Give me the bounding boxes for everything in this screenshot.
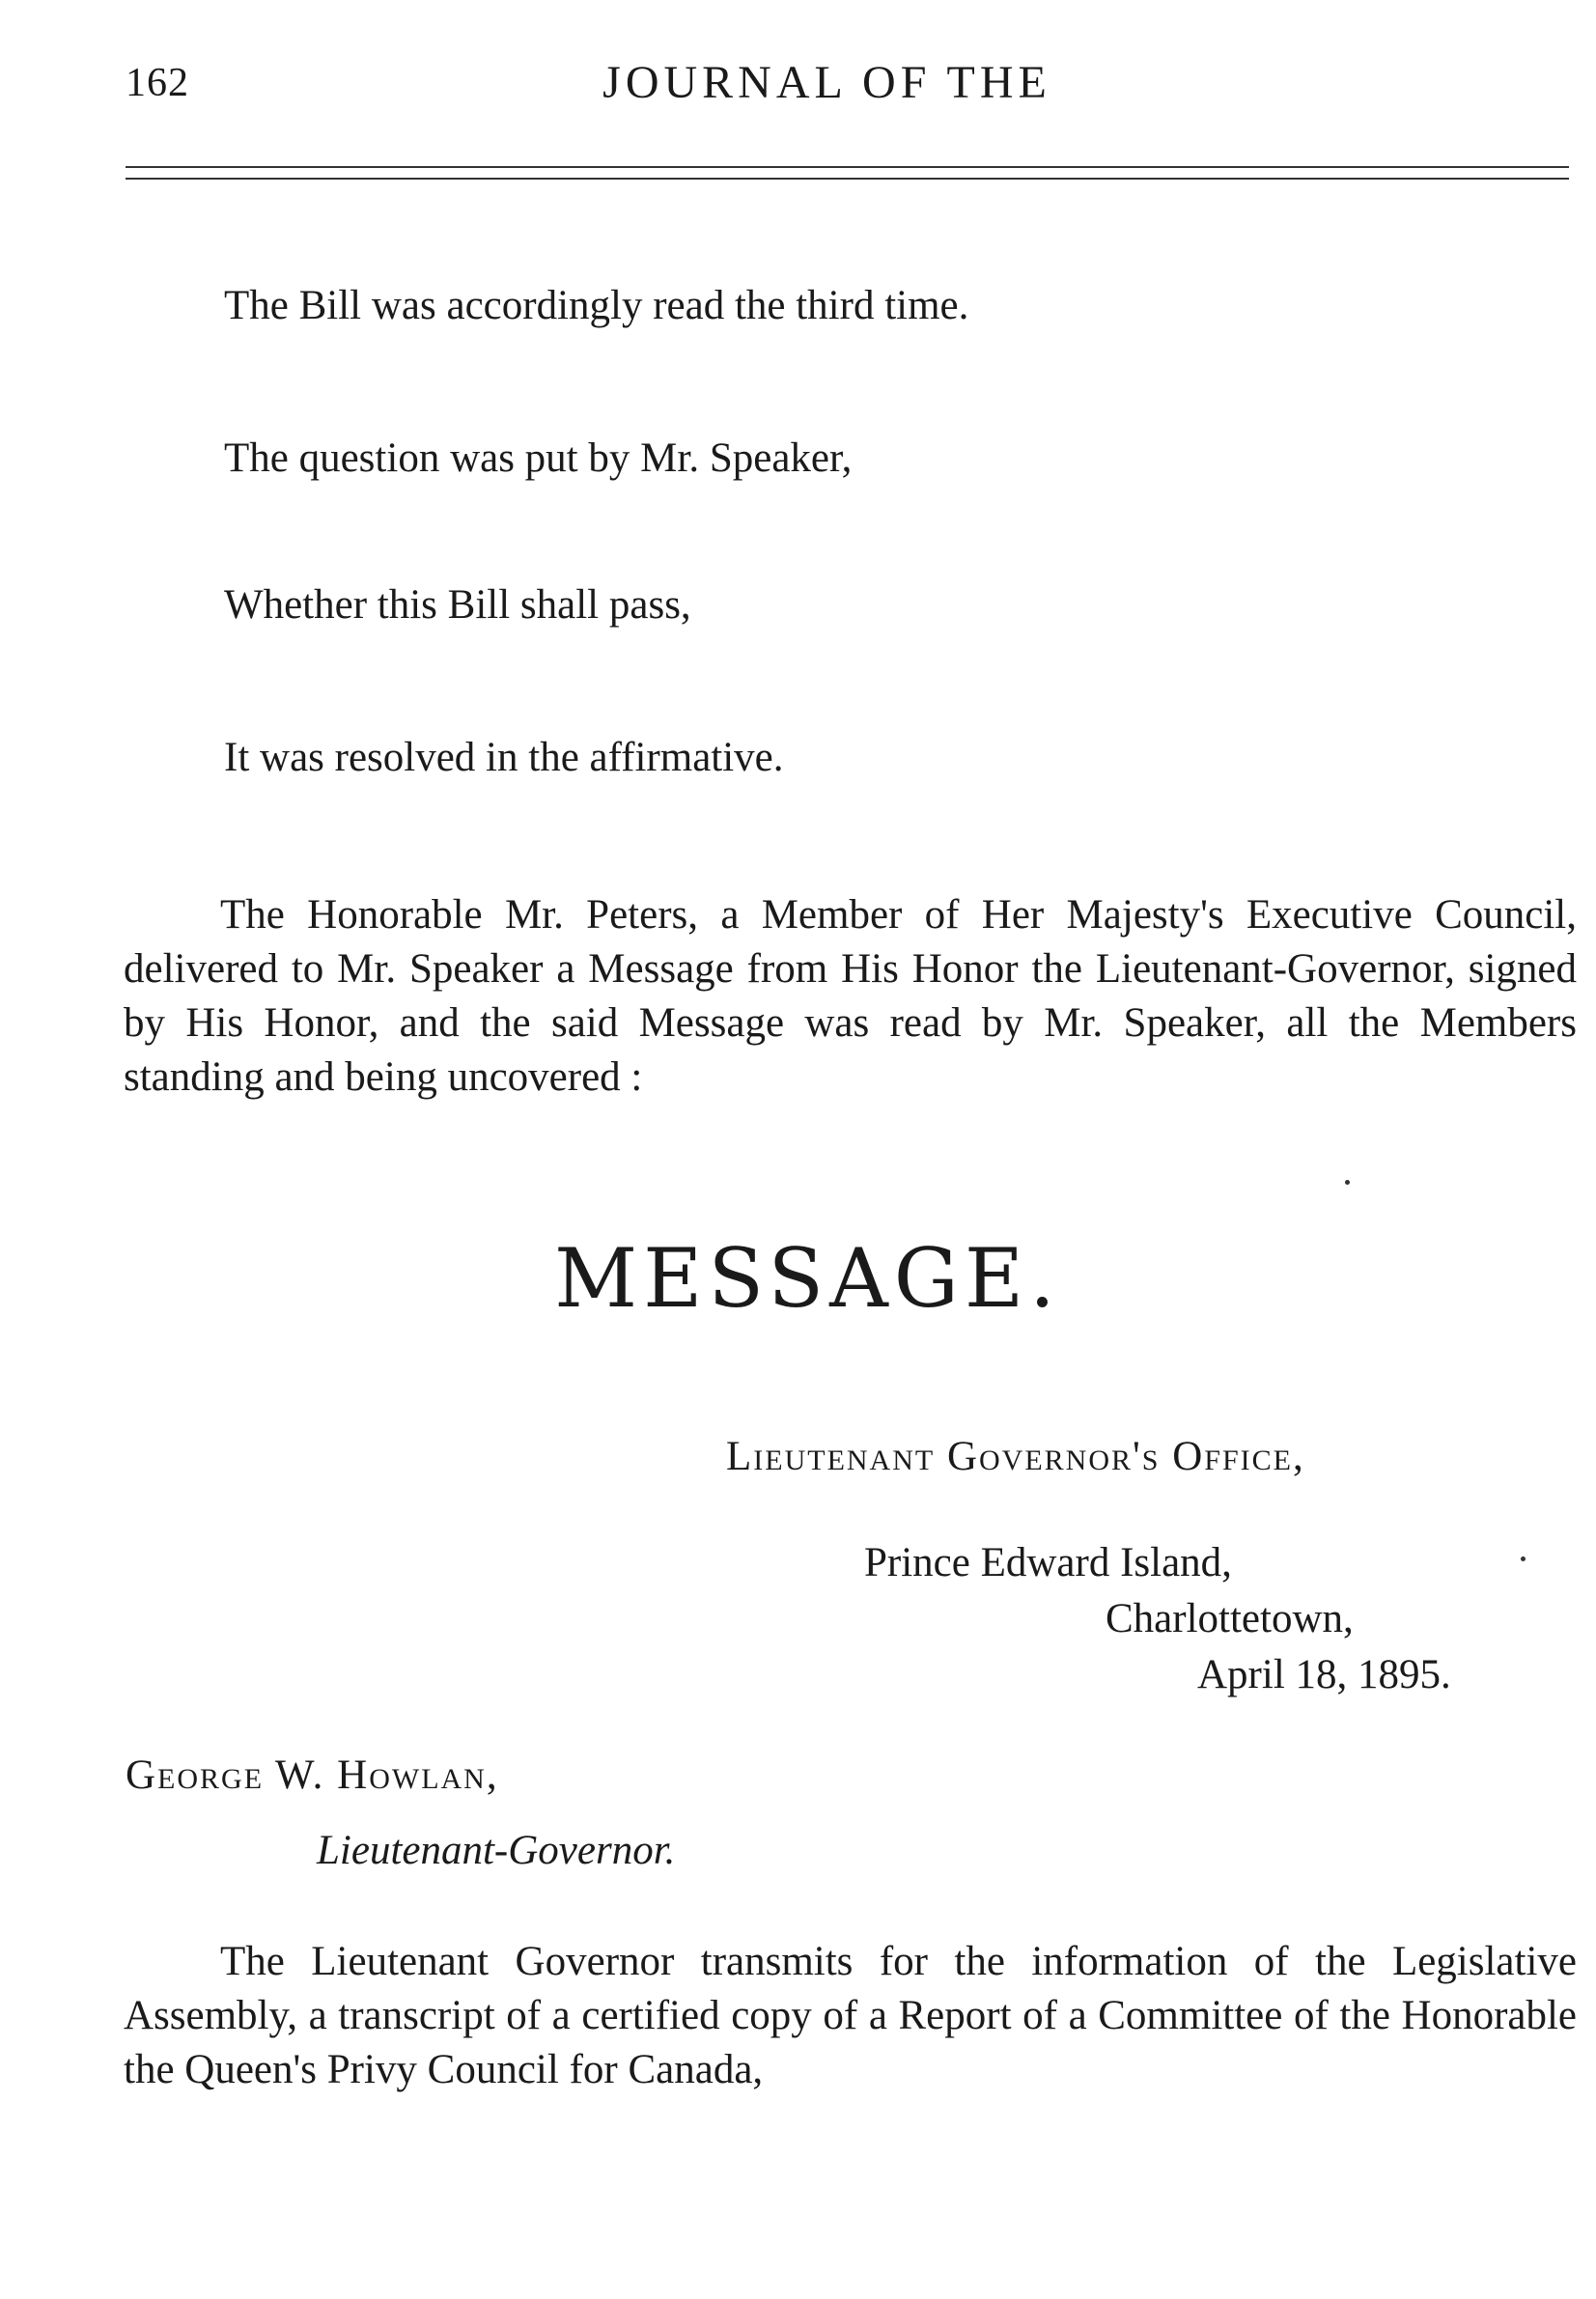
print-speck <box>1345 1180 1350 1185</box>
signatory-title: Lieutenant-Governor. <box>317 1828 676 1873</box>
city-line: Charlottetown, <box>1106 1596 1354 1641</box>
text-line-resolved: It was resolved in the affirmative. <box>224 735 784 780</box>
date-line: April 18, 1895. <box>1197 1652 1451 1697</box>
office-line: Lieutenant Governor's Office, <box>726 1434 1305 1479</box>
paragraph-message-delivered <box>124 888 1577 1105</box>
text-line-whether-pass: Whether this Bill shall pass, <box>224 582 691 628</box>
running-title: JOURNAL OF THE <box>602 57 1051 108</box>
paragraph-message-delivered-text: The Honorable Mr. Peters, a Member of Her Majesty's Executive Council, delivered to Mr. Speaker a Message from His Honor the Lieutenant-Governor, signed by His Honor, and the said Message was read by Mr. Speaker, all the Members standing and being uncovered : <box>124 892 1577 1100</box>
header-rule <box>126 166 1569 180</box>
text-line-bill-read: The Bill was accordingly read the third time. <box>224 283 969 328</box>
paragraph-transmits <box>124 1935 1577 2097</box>
signatory-name: George W. Howlan, <box>126 1752 499 1798</box>
place-line: Prince Edward Island, <box>864 1540 1232 1585</box>
message-heading: MESSAGE. <box>554 1231 1061 1326</box>
paragraph-transmits-text: The Lieutenant Governor transmits for the information of the Legislative Assembly, a transcript of a certified copy of a Report of a Committee of the Honorable the Queen's Privy Council for Canada, <box>124 1939 1577 2092</box>
text-line-question-put: The question was put by Mr. Speaker, <box>224 435 853 481</box>
print-speck <box>1521 1556 1526 1561</box>
page-number: 162 <box>126 61 189 105</box>
